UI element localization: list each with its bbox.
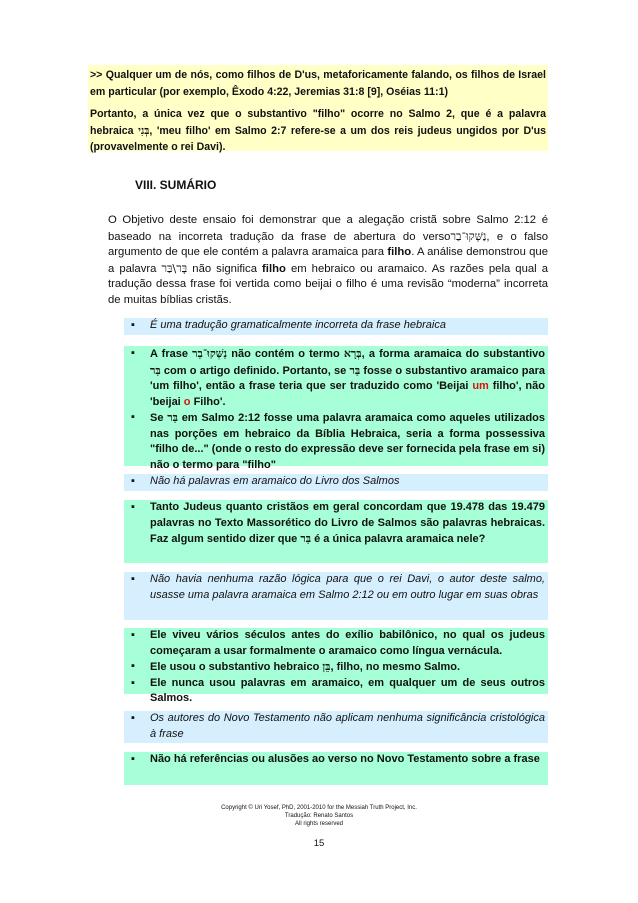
point-box-6 xyxy=(124,628,548,704)
note-paragraph-2: Portanto, a única vez que o substantivo "filho" ocorre no Salmo 2, que é a palavra hebraica בְּנִי, 'meu filho' em Salmo 2:7 refere-se a um dos reis judeus ungidos por D'us (provavelmente o rei Davi). xyxy=(90,108,546,153)
point-box-7 xyxy=(124,711,548,743)
section-title: VIII. SUMÁRIO xyxy=(135,178,217,192)
point-box-5 xyxy=(124,572,548,620)
highlight-o: o xyxy=(183,395,191,408)
point-box-8 xyxy=(124,752,548,785)
highlight-um: um xyxy=(472,380,489,392)
point-box-4 xyxy=(124,500,548,563)
hebrew-phrase: נַשְּׁקוּ־בַר xyxy=(450,229,487,243)
bullet-item: ▪ Tanto Judeus quanto cristãos em geral concordam que 19.478 das 19.479 palavras no Texto Massorético do Livro de Salmos são palavras hebraicas. Faz algum sentido dizer que בַּר é a única palavra aramaica nele? xyxy=(150,500,545,548)
bullet-item: ▪ Não há referências ou alusões ao verso no Novo Testamento sobre a frase xyxy=(150,752,545,768)
bullet-item: ▪ É uma tradução gramaticalmente incorreta da frase hebraica xyxy=(150,318,545,334)
bullet-item: ▪ A frase נַשְּׁקוּ־בַר não contém o termo בְּרָא, a forma aramaica do substantivo בַּר com o artigo definido. Portanto, se בַּר fosse o substantivo aramaico para 'um filho', então a frase teria que ser traduzido como 'Beijai um filho', não 'beijai o Filho'. xyxy=(150,346,545,410)
bullet-item: ▪ Não há palavras em aramaico do Livro dos Salmos xyxy=(150,474,545,490)
note-box xyxy=(88,65,548,151)
bullet-item: ▪ Se בַּר em Salmo 2:12 fosse uma palavra aramaica como aqueles utilizados nas porções em hebraico da Bíblia Hebraica, seria a forma possessiva "filho de..." (onde o resto do expressão deve ser fornecida pela frase em si) não o termo para "filho" xyxy=(150,410,545,473)
emphasis-filho: filho xyxy=(262,262,286,275)
point-box-1 xyxy=(124,318,548,335)
point-box-3 xyxy=(124,474,548,491)
bullet-item: ▪ Ele viveu vários séculos antes do exílio babilônico, no qual os judeus começaram a usar formalmente o aramaico como língua vernácula. xyxy=(150,628,545,659)
bullet-item: ▪ Não havia nenhuma razão lógica para que o rei Davi, o autor deste salmo, usasse uma palavra aramaica em Salmo 2:12 ou em outro lugar em suas obras xyxy=(150,572,545,603)
copyright-footer: Copyright © Uri Yosef, PhD, 2001-2010 for the Messiah Truth Project, Inc. Tradução: Renato Santos All rights reserved xyxy=(221,805,417,827)
page-number: 15 xyxy=(313,838,325,849)
note-paragraph-1: >> Qualquer um de nós, como filhos de D'us, metaforicamente falando, os filhos de Israel em particular (por exemplo, Êxodo 4:22, Jeremias 31:8 [9], Oséias 11:1) xyxy=(90,69,546,98)
intro-paragraph: O Objetivo deste ensaio foi demonstrar que a alegação cristã sobre Salmo 2:12 é baseado na incorreta tradução da frase de abertura do versoנַשְּׁקוּ־בַר, e o falso argumento de que ele contém a palavra aramaica para filho. A análise demonstrou que a palavra בָּר\בַּר não significa filho em hebraico ou aramaico. As razões pela qual a tradução dessa frase foi vertida como beijai o filho é uma revisão “moderna” incorreta de muitas bíblias cristãs. xyxy=(108,214,548,306)
hebrew-word: בָּר\בַּר xyxy=(161,261,188,275)
point-box-2 xyxy=(124,346,548,471)
hebrew-word: בְּנִי xyxy=(138,124,150,137)
bullet-item: ▪ Ele nunca usou palavras em aramaico, em qualquer um de seus outros Salmos. xyxy=(150,676,545,707)
bullet-item: ▪ Ele usou o substantivo hebraico בֵּן, filho, no mesmo Salmo. xyxy=(150,659,545,676)
emphasis-filho: filho xyxy=(387,246,412,258)
bullet-item: ▪ Os autores do Novo Testamento não aplicam nenhuma significância cristológica à frase xyxy=(150,711,545,742)
